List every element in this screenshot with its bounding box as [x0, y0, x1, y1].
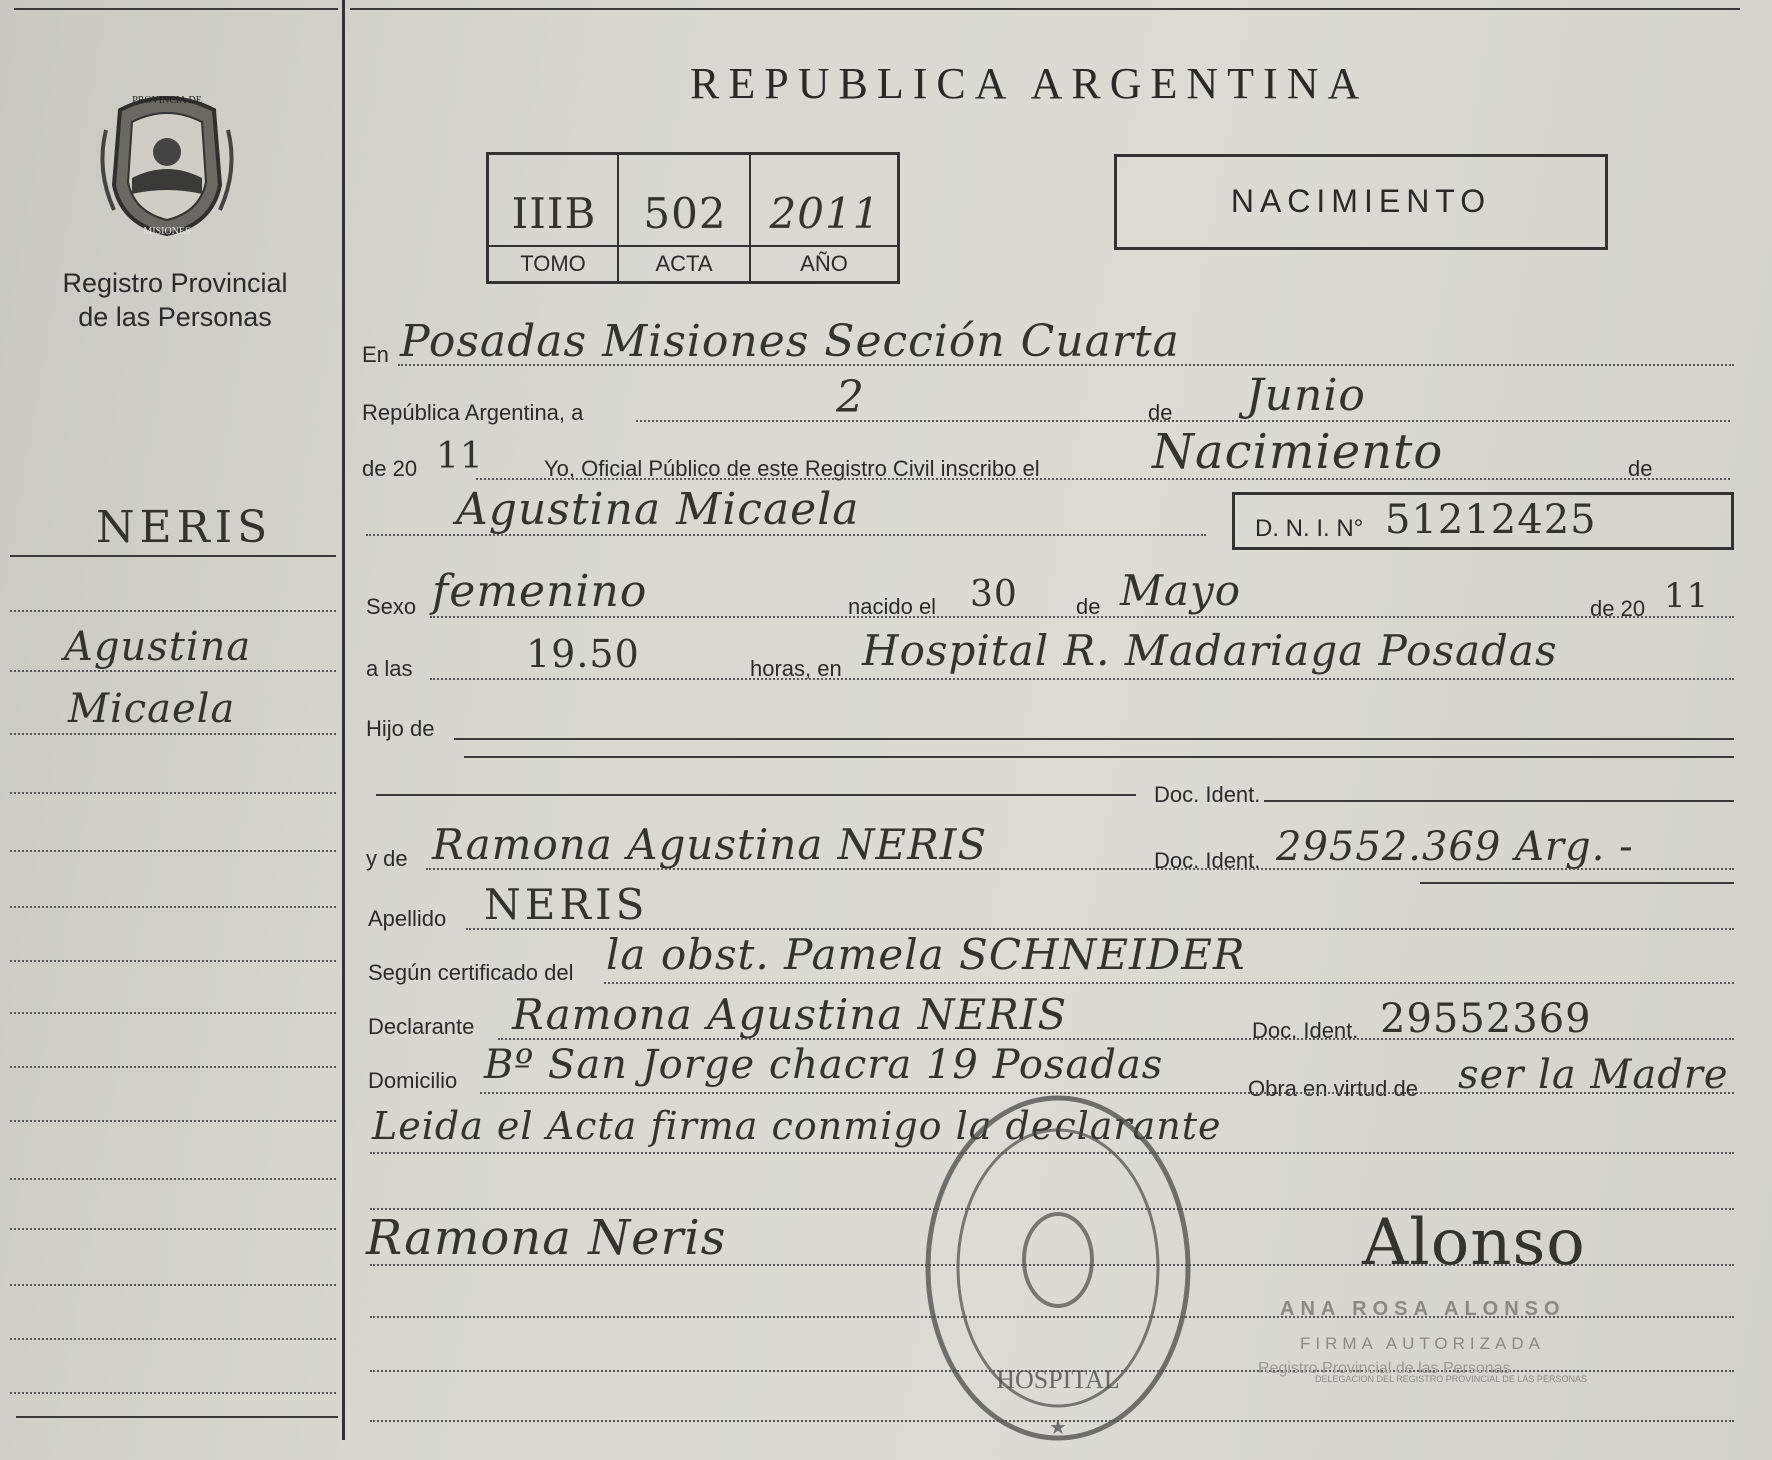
- form-line: [366, 534, 1206, 536]
- document-title: REPUBLICA ARGENTINA: [690, 59, 1369, 108]
- domicilio-value: Bº San Jorge chacra 19 Posadas: [484, 1042, 1164, 1088]
- sexo-label: Sexo: [366, 594, 417, 619]
- dni-box: [1232, 492, 1734, 550]
- declarante-signature: Ramona Neris: [366, 1210, 727, 1266]
- stamp-inner-text: HOSPITAL: [996, 1365, 1120, 1394]
- record-type-box: [1114, 154, 1608, 250]
- table-header-rule: [489, 245, 897, 247]
- domicilio-label: Domicilio: [368, 1068, 458, 1093]
- sidebar-dotted-line: [10, 1178, 336, 1180]
- declarante-label: Declarante: [368, 1014, 475, 1039]
- form-line: [476, 478, 1730, 480]
- sidebar-dotted-line: [10, 850, 336, 852]
- sidebar-dotted-line: [10, 792, 336, 794]
- apellido-label: Apellido: [368, 906, 447, 931]
- acta-label: ACTA: [655, 251, 713, 276]
- tomo-value: IIIB: [511, 189, 597, 238]
- sidebar-top-rule: [14, 8, 338, 10]
- anio-label: AÑO: [800, 251, 848, 276]
- inscription-type: Nacimiento: [1152, 424, 1444, 480]
- birth-year-prefix: de 20: [1590, 596, 1646, 621]
- segun-label: Según certificado del: [368, 960, 574, 985]
- sex-value: femenino: [432, 566, 648, 617]
- dni-label: D. N. I. N°: [1255, 515, 1364, 542]
- form-line: [426, 868, 1734, 870]
- birth-day: 30: [970, 574, 1018, 615]
- record-reference-table: [486, 152, 900, 284]
- sidebar-dotted-line: [10, 610, 336, 612]
- obra-label: Obra en virtud de: [1248, 1076, 1418, 1101]
- official-stamp: [918, 1088, 1198, 1448]
- struck-line: [376, 794, 1136, 796]
- de-label-3: de: [1076, 594, 1101, 619]
- mother-name: Ramona Agustina NERIS: [432, 820, 988, 869]
- seal-top-text: PROVINCIA DE: [132, 95, 202, 106]
- birth-hour: 19.50: [526, 632, 640, 676]
- record-type: NACIMIENTO: [1230, 183, 1492, 219]
- birth-year: 11: [1664, 576, 1710, 616]
- yo-oficial-text: Yo, Oficial Público de este Registro Civil inscribo el: [544, 456, 1040, 481]
- republica-label: República Argentina, a: [362, 400, 584, 425]
- form-line: [430, 616, 1734, 618]
- sidebar-given-name-2: Micaela: [68, 686, 236, 732]
- dni-number: 51212425: [1385, 497, 1597, 543]
- sidebar-dotted-line: [10, 1392, 336, 1394]
- main-top-rule: [350, 8, 1740, 10]
- tomo-label: TOMO: [520, 251, 586, 276]
- horas-label: horas, en: [750, 656, 842, 681]
- sidebar-dotted-line: [10, 906, 336, 908]
- sidebar-dotted-line: [10, 1066, 336, 1068]
- nacido-label: nacido el: [848, 594, 937, 619]
- struck-line: [464, 756, 1734, 758]
- sidebar-bottom-rule: [16, 1416, 338, 1418]
- sidebar-dotted-line: [10, 670, 336, 672]
- anio-value: 2011: [769, 189, 881, 238]
- registered-name: Agustina Micaela: [456, 484, 860, 535]
- registration-day: 2: [836, 372, 865, 423]
- form-line: [398, 364, 1734, 366]
- form-line: [604, 982, 1734, 984]
- declarante-name: Ramona Agustina NERIS: [512, 990, 1068, 1039]
- provincial-seal-emblem: [92, 90, 242, 240]
- sidebar-dotted-line: [10, 1012, 336, 1014]
- registration-month: Junio: [1246, 370, 1366, 421]
- sidebar-given-name-1: Agustina: [64, 624, 252, 670]
- sidebar-dotted-line: [10, 1284, 336, 1286]
- doc-ident-label-1: Doc. Ident.: [1154, 782, 1261, 807]
- doc-ident-label-3: Doc. Ident.: [1252, 1018, 1359, 1043]
- doc-ident-label-2: Doc. Ident.: [1154, 848, 1261, 873]
- reading-statement: Leida el Acta firma conmigo la declarante: [372, 1104, 1222, 1148]
- official-signature: Alonso: [1362, 1206, 1586, 1280]
- de-label: de: [1148, 400, 1173, 425]
- certificate-issuer: la obst. Pamela SCHNEIDER: [606, 930, 1246, 979]
- mother-document: 29552.369 Arg. -: [1276, 824, 1634, 870]
- sidebar-dotted-line: [10, 1228, 336, 1230]
- sidebar-divider: [342, 0, 345, 1440]
- stamp-outer-text: DELEGACION DEL REGISTRO PROVINCIAL DE LAS PERSONAS: [1315, 1374, 1587, 1384]
- official-name: ANA ROSA ALONSO: [1280, 1298, 1566, 1320]
- declarante-document: 29552369: [1380, 996, 1592, 1042]
- form-line: [498, 1038, 1734, 1040]
- office-name-line1: Registro Provincial: [62, 268, 288, 298]
- form-line: [636, 420, 1730, 422]
- year-prefix: de 20: [362, 456, 418, 481]
- seal-bottom-text: MISIONES: [143, 226, 191, 237]
- acta-value: 502: [643, 189, 727, 238]
- form-line: [430, 678, 1734, 680]
- yde-label: y de: [366, 846, 408, 871]
- official-office: Registro Provincial de las Personas: [1258, 1360, 1511, 1377]
- en-label: En: [362, 342, 389, 367]
- official-role: FIRMA AUTORIZADA: [1300, 1334, 1545, 1353]
- alas-label: a las: [366, 656, 413, 681]
- obra-value: ser la Madre: [1458, 1052, 1729, 1098]
- birth-month: Mayo: [1120, 566, 1242, 615]
- hijo-label: Hijo de: [366, 716, 435, 741]
- apellido-value: NERIS: [484, 880, 649, 929]
- sidebar-dotted-line: [10, 960, 336, 962]
- place-of-registration: Posadas Misiones Sección Cuarta: [400, 316, 1180, 367]
- sidebar-surname: NERIS: [96, 502, 273, 553]
- sidebar-dotted-line: [10, 1120, 336, 1122]
- struck-line: [1264, 800, 1734, 802]
- office-name-line2: de las Personas: [78, 302, 272, 332]
- struck-line: [454, 738, 1734, 740]
- struck-line: [1420, 882, 1734, 884]
- registration-year: 11: [436, 436, 484, 477]
- svg-text:★: ★: [1049, 1417, 1067, 1439]
- sidebar-surname-rule: [10, 555, 336, 557]
- sidebar-dotted-line: [10, 733, 336, 735]
- de-label-2: de: [1628, 456, 1653, 481]
- birth-place: Hospital R. Madariaga Posadas: [862, 626, 1558, 675]
- sidebar-dotted-line: [10, 1338, 336, 1340]
